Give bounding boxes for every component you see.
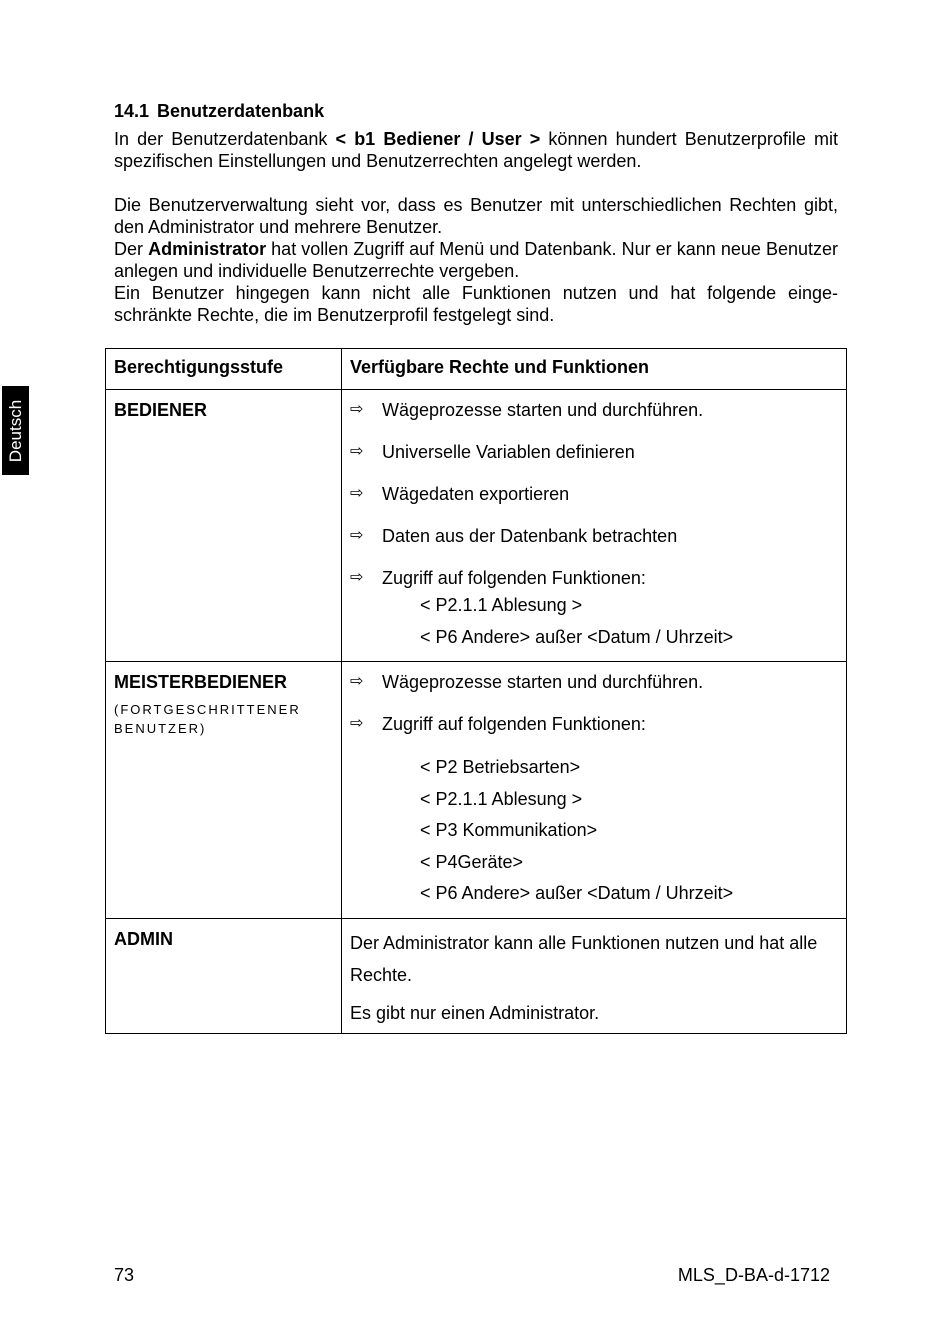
table-row-bediener xyxy=(106,390,847,662)
rights-cell xyxy=(342,918,847,1033)
rights-item-text: Wägedaten exportieren xyxy=(382,484,570,504)
admin-text-start: Der xyxy=(114,239,149,259)
arrow-right-icon: ⇨ xyxy=(350,443,364,460)
admin-note: Es gibt nur einen Administrator. xyxy=(350,1002,600,1023)
rights-item-text: Daten aus der Datenbank betrachten xyxy=(382,526,678,546)
arrow-right-icon: ⇨ xyxy=(350,673,364,690)
user-restriction-text: Ein Benutzer hingegen kann nicht alle Funktionen nutzen und hat folgende einge-schränkte Rechte, die im Benutzerprofil festgelegt sind. xyxy=(114,283,838,325)
function-item: < P2 Betriebsarten> xyxy=(420,757,581,777)
column-header-level: Berechtigungsstufe xyxy=(106,349,342,390)
section-title: Benutzerdatenbank xyxy=(157,101,325,121)
user-management-text: Die Benutzerverwaltung sieht vor, dass es Benutzer mit unterschiedlichen Rechten gibt, den Administrator und mehrere Benutzer. xyxy=(114,195,838,237)
level-name: MEISTERBEDIENER xyxy=(114,672,288,692)
intro-text: In der Benutzerdatenbank xyxy=(114,129,336,149)
section-number: 14.1 xyxy=(114,101,150,121)
rights-cell xyxy=(342,662,847,919)
rights-table xyxy=(105,348,847,1034)
arrow-right-icon: ⇨ xyxy=(350,401,364,418)
page-number: 73 xyxy=(114,1265,135,1285)
rights-item xyxy=(350,482,838,506)
level-name: ADMIN xyxy=(114,928,173,949)
rights-item-text: Wägeprozesse starten und durchführen. xyxy=(382,400,704,420)
table-row-admin xyxy=(106,918,847,1033)
admin-text-end: hat vollen Zugriff auf Menü und Datenbank. Nur er kann neue Benutzer anlegen und individuelle Benutzerrechte vergeben. xyxy=(114,239,838,281)
rights-item xyxy=(350,712,838,736)
rights-item xyxy=(350,566,838,590)
rights-item-text: Zugriff auf folgenden Funktionen: xyxy=(382,714,646,734)
function-list xyxy=(350,590,838,653)
rights-item xyxy=(350,440,838,464)
level-subtitle: (FORTGESCHRITTENER BENUTZER) xyxy=(114,702,301,736)
arrow-right-icon: ⇨ xyxy=(350,569,364,586)
intro-paragraph xyxy=(114,128,838,172)
section-heading xyxy=(114,100,324,122)
arrow-right-icon: ⇨ xyxy=(350,715,364,732)
function-item: < P6 Andere> außer <Datum / Uhrzeit> xyxy=(420,883,734,903)
intro-text-end: können hundert Benutzerprofile mit spezifischen Einstellungen und Benutzerrechten angelegt werden. xyxy=(114,129,838,171)
administrator-text xyxy=(114,238,838,282)
arrow-right-icon: ⇨ xyxy=(350,485,364,502)
function-item: < P4Geräte> xyxy=(420,851,524,872)
rights-item-text: Universelle Variablen definieren xyxy=(382,442,635,462)
language-tab-label: Deutsch xyxy=(5,399,25,462)
level-cell xyxy=(106,390,342,662)
function-item: < P2.1.1 Ablesung > xyxy=(420,595,583,615)
level-cell xyxy=(106,918,342,1033)
arrow-right-icon: ⇨ xyxy=(350,527,364,544)
rights-item xyxy=(350,398,838,422)
rights-item xyxy=(350,524,838,548)
document-id: MLS_D-BA-d-1712 xyxy=(677,1265,830,1285)
user-management-paragraph xyxy=(114,194,838,326)
rights-item-text: Wägeprozesse starten und durchführen. xyxy=(382,672,704,692)
level-name: BEDIENER xyxy=(114,400,208,420)
table-header-row xyxy=(106,349,847,390)
language-tab xyxy=(2,386,29,475)
function-item: < P3 Kommunikation> xyxy=(420,820,598,840)
menu-reference: < b1 Bediener / User > xyxy=(335,129,541,149)
function-list xyxy=(350,752,838,910)
admin-description: Der Administrator kann alle Funktionen nutzen und hat alle Rechte. xyxy=(350,932,818,985)
rights-cell xyxy=(342,390,847,662)
function-item: < P6 Andere> außer <Datum / Uhrzeit> xyxy=(420,626,734,647)
column-header-rights: Verfügbare Rechte und Funktionen xyxy=(342,349,847,390)
level-cell xyxy=(106,662,342,919)
rights-item-text: Zugriff auf folgenden Funktionen: xyxy=(382,568,646,588)
table-row-meisterbediener xyxy=(106,662,847,919)
function-item: < P2.1.1 Ablesung > xyxy=(420,788,583,809)
rights-item xyxy=(350,670,838,694)
admin-keyword: Administrator xyxy=(148,239,267,259)
